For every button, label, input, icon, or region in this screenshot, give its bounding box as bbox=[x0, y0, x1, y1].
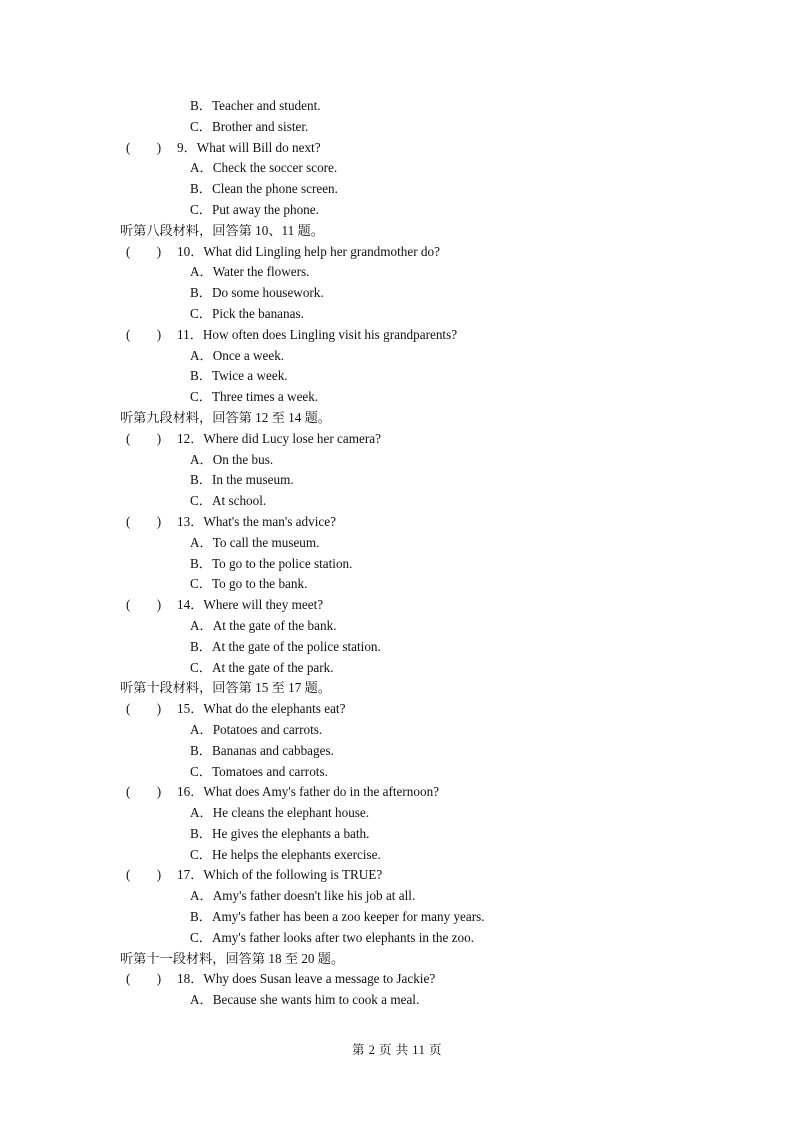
option-line: B．In the museum. bbox=[190, 472, 294, 488]
answer-bracket: ( ) bbox=[126, 701, 162, 717]
option-line: B．Clean the phone screen. bbox=[190, 181, 338, 197]
answer-bracket: ( ) bbox=[126, 867, 162, 883]
option-line: C．To go to the bank. bbox=[190, 576, 308, 592]
option-line: B．Amy's father has been a zoo keeper for many years. bbox=[190, 909, 485, 925]
option-line: B．At the gate of the police station. bbox=[190, 638, 381, 654]
answer-bracket: ( ) bbox=[126, 513, 162, 529]
option-line: B．Teacher and student. bbox=[190, 98, 321, 113]
question-text: 18．Why does Susan leave a message to Jackie? bbox=[177, 971, 436, 987]
page-footer: 第 2 页 共 11 页 bbox=[352, 1043, 442, 1057]
question-text: 11．How often does Lingling visit his grandparents? bbox=[177, 326, 458, 342]
question-text: 14．Where will they meet? bbox=[177, 597, 324, 613]
question-line bbox=[0, 782, 794, 803]
answer-bracket: ( ) bbox=[126, 139, 162, 155]
question-line bbox=[0, 865, 794, 886]
section-heading: 听第十段材料，回答第 15 至 17 题。 bbox=[120, 680, 331, 696]
option-line: C．At the gate of the park. bbox=[190, 659, 334, 675]
answer-bracket: ( ) bbox=[126, 326, 162, 342]
option-line: A．Check the soccer score. bbox=[190, 160, 338, 176]
question-line bbox=[0, 429, 794, 450]
option-line: C．Tomatoes and carrots. bbox=[190, 763, 328, 779]
option-line: C．Put away the phone. bbox=[190, 201, 319, 217]
question-line bbox=[0, 699, 794, 720]
option-line: A．He cleans the elephant house. bbox=[190, 805, 370, 821]
answer-bracket: ( ) bbox=[126, 971, 162, 987]
option-line: B．To go to the police station. bbox=[190, 555, 353, 571]
question-text: 16．What does Amy's father do in the afternoon? bbox=[177, 784, 440, 800]
option-line: B．Bananas and cabbages. bbox=[190, 742, 334, 758]
answer-bracket: ( ) bbox=[126, 430, 162, 446]
option-line: A．Water the flowers. bbox=[190, 264, 310, 280]
question-line bbox=[0, 512, 794, 533]
section-heading: 听第九段材料，回答第 12 至 14 题。 bbox=[120, 409, 331, 425]
option-line: B．Do some housework. bbox=[190, 285, 324, 301]
option-line: A．To call the museum. bbox=[190, 534, 320, 550]
question-text: 9．What will Bill do next? bbox=[177, 139, 321, 155]
option-line: C．Brother and sister. bbox=[190, 118, 309, 134]
answer-bracket: ( ) bbox=[126, 784, 162, 800]
question-text: 13．What's the man's advice? bbox=[177, 513, 336, 529]
option-line: B．He gives the elephants a bath. bbox=[190, 825, 370, 841]
exam-content bbox=[0, 96, 794, 1011]
question-line bbox=[0, 969, 794, 990]
section-heading: 听第十一段材料，回答第 18 至 20 题。 bbox=[120, 950, 345, 966]
option-line: A．Amy's father doesn't like his job at all. bbox=[190, 888, 416, 904]
answer-bracket: ( ) bbox=[126, 597, 162, 613]
option-line: A．Because she wants him to cook a meal. bbox=[190, 992, 420, 1008]
section-heading: 听第八段材料，回答第 10、11 题。 bbox=[120, 222, 324, 238]
option-line: B．Twice a week. bbox=[190, 368, 288, 384]
question-text: 17．Which of the following is TRUE? bbox=[177, 867, 383, 883]
option-line: C．Amy's father looks after two elephants in the zoo. bbox=[190, 929, 475, 945]
question-line bbox=[0, 138, 794, 159]
option-line: C．He helps the elephants exercise. bbox=[190, 846, 381, 862]
question-text: 15．What do the elephants eat? bbox=[177, 701, 346, 717]
option-line: C．Three times a week. bbox=[190, 389, 319, 405]
question-line bbox=[0, 325, 794, 346]
option-line: C．At school. bbox=[190, 493, 267, 509]
option-line: C．Pick the bananas. bbox=[190, 305, 304, 321]
option-line: A．On the bus. bbox=[190, 451, 274, 467]
question-text: 10．What did Lingling help her grandmother do? bbox=[177, 243, 440, 259]
question-line bbox=[0, 595, 794, 616]
option-line: A．At the gate of the bank. bbox=[190, 617, 337, 633]
answer-bracket: ( ) bbox=[126, 243, 162, 259]
question-line bbox=[0, 242, 794, 263]
option-line: A．Potatoes and carrots. bbox=[190, 721, 323, 737]
option-line: A．Once a week. bbox=[190, 347, 285, 363]
question-text: 12．Where did Lucy lose her camera? bbox=[177, 430, 381, 446]
